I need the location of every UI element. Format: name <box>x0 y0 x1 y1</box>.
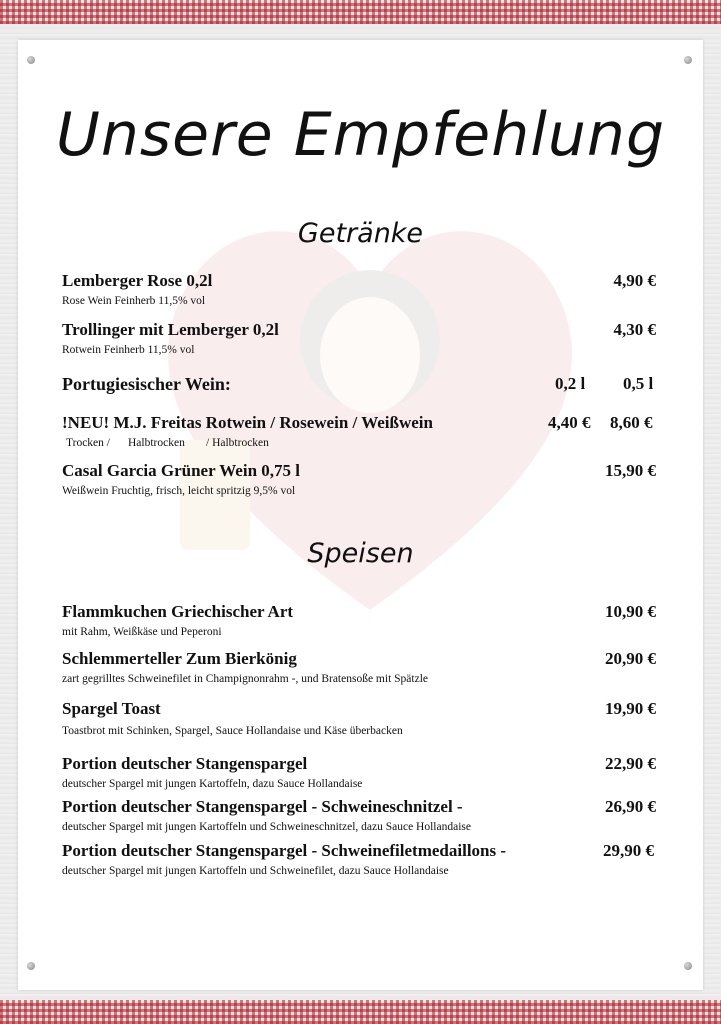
item-description: deutscher Spargel mit jungen Kartoffeln, dazu Sauce Hollandaise <box>62 778 363 790</box>
item-price: 26,90 € <box>605 797 656 816</box>
item-name: Portion deutscher Stangenspargel - Schweineschnitzel - <box>62 797 463 816</box>
wine-style-tag: Trocken / <box>66 437 110 449</box>
item-name: Lemberger Rose 0,2l <box>62 271 213 290</box>
item-price: 4,90 € <box>613 271 656 290</box>
drinks-heading: Getränke <box>297 218 424 249</box>
food-heading: Speisen <box>307 538 414 569</box>
item-name: !NEU! M.J. Freitas Rotwein / Rosewein / Weißwein <box>62 413 433 432</box>
item-price: 4,40 € <box>548 413 591 432</box>
gingham-border-bottom <box>0 1000 721 1024</box>
item-description: Rose Wein Feinherb 11,5% vol <box>62 295 206 307</box>
item-price: 8,60 € <box>610 413 653 432</box>
item-name: Portugiesischer Wein: <box>62 374 231 394</box>
item-name: Portion deutscher Stangenspargel - Schweinefiletmedaillons - <box>62 841 507 860</box>
size-column-label: 0,5 l <box>623 374 654 393</box>
item-name: Casal Garcia Grüner Wein 0,75 l <box>62 461 301 480</box>
pin-icon <box>684 56 692 64</box>
item-price: 20,90 € <box>605 649 656 668</box>
item-name: Flammkuchen Griechischer Art <box>62 602 294 621</box>
pin-icon <box>27 56 35 64</box>
wine-style-tag: Halbtrocken <box>128 437 185 449</box>
item-price: 19,90 € <box>605 699 656 718</box>
item-price: 29,90 € <box>603 841 654 860</box>
item-price: 10,90 € <box>605 602 656 621</box>
item-name: Schlemmerteller Zum Bierkönig <box>62 649 297 668</box>
wine-style-tag: / Halbtrocken <box>206 437 269 449</box>
pin-icon <box>684 962 692 970</box>
item-description: mit Rahm, Weißkäse und Peperoni <box>62 626 222 638</box>
item-price: 22,90 € <box>605 754 656 773</box>
item-name: Trollinger mit Lemberger 0,2l <box>62 320 279 339</box>
item-name: Portion deutscher Stangenspargel <box>62 754 308 773</box>
item-description: deutscher Spargel mit jungen Kartoffeln und Schweineschnitzel, dazu Sauce Hollandaise <box>62 821 471 833</box>
item-price: 15,90 € <box>605 461 656 480</box>
item-price: 4,30 € <box>613 320 656 339</box>
item-name: Spargel Toast <box>62 699 161 718</box>
size-column-label: 0,2 l <box>555 374 586 393</box>
pin-icon <box>27 962 35 970</box>
item-description: Toastbrot mit Schinken, Spargel, Sauce Hollandaise und Käse überbacken <box>62 725 403 737</box>
item-description: Weißwein Fruchtig, frisch, leicht spritzig 9,5% vol <box>62 485 296 497</box>
item-description: zart gegrilltes Schweinefilet in Champignonrahm -, und Bratensoße mit Spätzle <box>62 673 428 685</box>
menu-title: Unsere Empfehlung <box>55 100 666 170</box>
item-description: deutscher Spargel mit jungen Kartoffeln und Schweinefilet, dazu Sauce Hollandaise <box>62 865 449 877</box>
gingham-border-top <box>0 0 721 24</box>
item-description: Rotwein Feinherb 11,5% vol <box>62 344 195 356</box>
